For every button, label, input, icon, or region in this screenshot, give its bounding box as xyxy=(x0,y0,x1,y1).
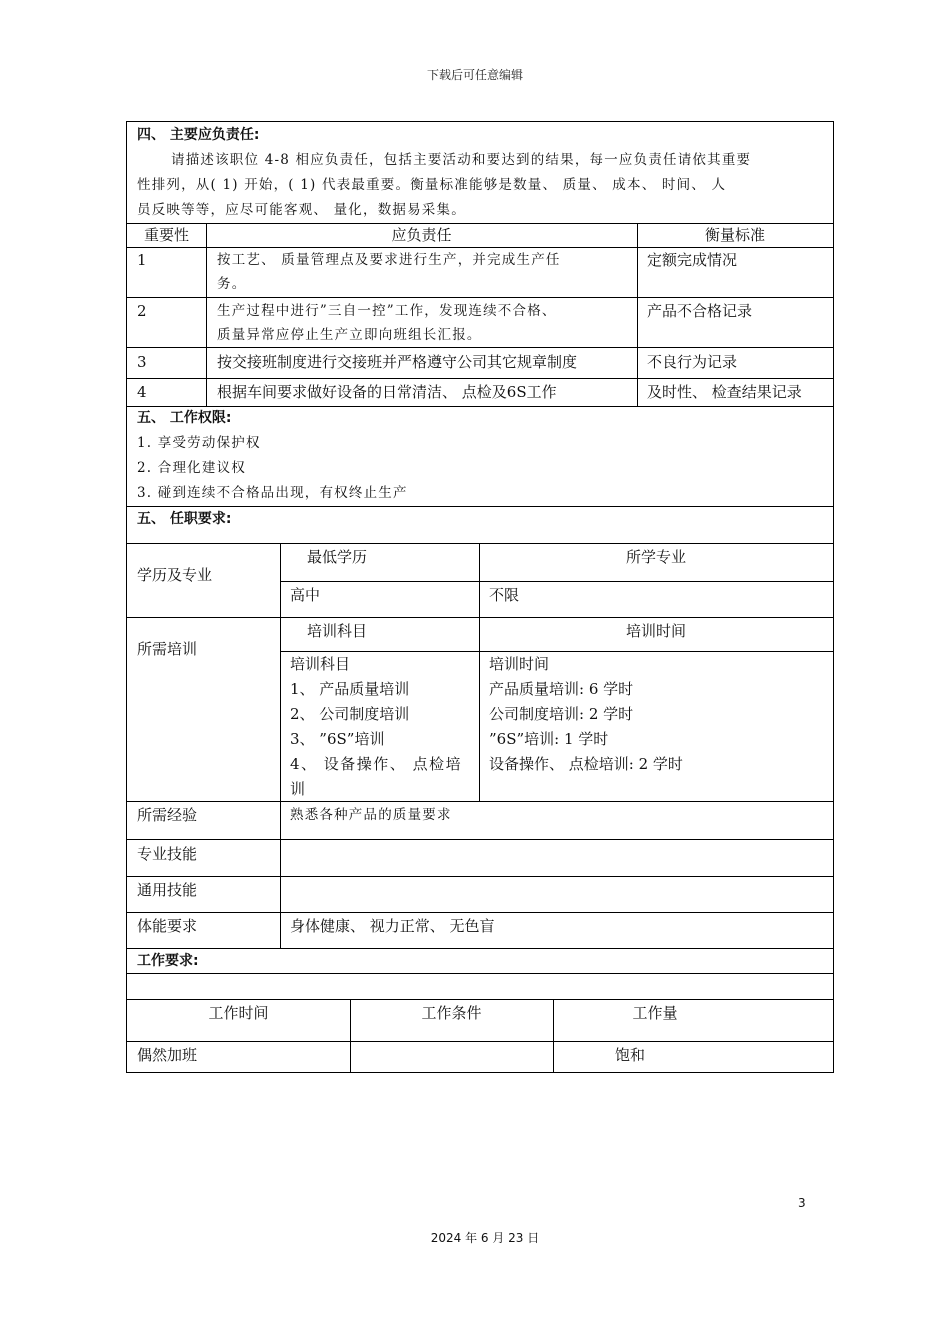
training-time-line: 产品质量培训: 6 学时 xyxy=(489,680,634,698)
training-time-line: 公司制度培训: 2 学时 xyxy=(489,705,634,723)
section4-desc-line: 性排列，从( 1) 开始，( 1) 代表最重要。衡量标准能够是数量、 质量、 成本、 时间、 人 xyxy=(137,177,727,193)
training-subject-line: 1、 产品质量培训 xyxy=(290,680,410,698)
duty-row-measure: 不良行为记录 xyxy=(647,353,738,371)
duty-row-measure: 及时性、 检查结果记录 xyxy=(647,383,802,401)
major-value: 不限 xyxy=(489,586,520,604)
col-header-importance: 重要性 xyxy=(143,226,189,244)
page-number: 3 xyxy=(798,1196,806,1210)
experience-value: 熟悉各种产品的质量要求 xyxy=(290,807,452,823)
duty-row-text: 务。 xyxy=(217,276,247,292)
general-skill-label: 通用技能 xyxy=(137,881,198,899)
section4-desc-line: 员反映等等，应尽可能客观、 量化，数据易采集。 xyxy=(137,202,466,218)
duty-row-number: 2 xyxy=(137,302,147,320)
skill-label: 专业技能 xyxy=(137,845,198,863)
section4-desc-line: 请描述该职位 4-8 相应负责任，包括主要活动和要达到的结果，每一应负责任请依其重要 xyxy=(171,152,752,168)
min-education-header: 最低学历 xyxy=(307,548,368,566)
education-label: 学历及专业 xyxy=(137,566,213,584)
training-subject-line: 4、 设备操作、 点检培 xyxy=(290,755,463,773)
duty-row-text: 按交接班制度进行交接班并严格遵守公司其它规章制度 xyxy=(217,353,578,371)
col-header-duty: 应负责任 xyxy=(391,226,452,244)
section4-title: 四、 主要应负责任: xyxy=(137,127,260,143)
authority-item: 1. 享受劳动保护权 xyxy=(137,435,261,451)
training-subject-line: 2、 公司制度培训 xyxy=(290,705,410,723)
training-time-line: 设备操作、 点检培训: 2 学时 xyxy=(489,755,683,773)
duty-row-measure: 定额完成情况 xyxy=(647,251,738,269)
training-subject-line: 培训科目 xyxy=(290,655,351,673)
training-subject-line: 训 xyxy=(290,780,306,798)
page-header: 下载后可任意编辑 xyxy=(426,68,523,82)
training-time-line: 培训时间 xyxy=(489,655,550,673)
training-time-header: 培训时间 xyxy=(625,622,686,640)
experience-label: 所需经验 xyxy=(137,806,198,824)
training-time-line: ”6S”培训: 1 学时 xyxy=(489,730,609,748)
work-header-amount: 工作量 xyxy=(632,1004,678,1022)
section5a-title: 五、 工作权限: xyxy=(137,410,232,426)
authority-item: 2. 合理化建议权 xyxy=(137,460,246,476)
duty-row-number: 4 xyxy=(137,383,147,401)
work-header-time: 工作时间 xyxy=(208,1004,269,1022)
training-subject-line: 3、 ”6S”培训 xyxy=(290,730,385,748)
training-label: 所需培训 xyxy=(137,640,198,658)
physical-label: 体能要求 xyxy=(137,917,198,935)
physical-value: 身体健康、 视力正常、 无色盲 xyxy=(290,917,495,935)
major-header: 所学专业 xyxy=(625,548,686,566)
work-header-condition: 工作条件 xyxy=(421,1004,482,1022)
section5b-title: 五、 任职要求: xyxy=(137,511,232,527)
work-time-value: 偶然加班 xyxy=(137,1046,198,1064)
duty-row-measure: 产品不合格记录 xyxy=(647,302,753,320)
work-title: 工作要求: xyxy=(137,953,199,969)
duty-row-text: 生产过程中进行”三自一控”工作，发现连续不合格、 xyxy=(217,303,557,319)
duty-row-text: 根据车间要求做好设备的日常清洁、 点检及6S工作 xyxy=(217,383,557,401)
col-header-measure: 衡量标准 xyxy=(704,226,765,244)
authority-item: 3. 碰到连续不合格品出现，有权终止生产 xyxy=(137,485,408,501)
duty-row-text: 按工艺、 质量管理点及要求进行生产，并完成生产任 xyxy=(217,252,561,268)
training-subject-header: 培训科目 xyxy=(307,622,368,640)
duty-row-text: 质量异常应停止生产立即向班组长汇报。 xyxy=(217,327,482,343)
duty-row-number: 1 xyxy=(137,251,147,269)
footer-date: 2024 年 6 月 23 日 xyxy=(430,1231,540,1245)
duty-row-number: 3 xyxy=(137,353,147,371)
work-amount-value: 饱和 xyxy=(615,1046,646,1064)
job-description-table xyxy=(126,121,834,1073)
min-education-value: 高中 xyxy=(290,586,321,604)
